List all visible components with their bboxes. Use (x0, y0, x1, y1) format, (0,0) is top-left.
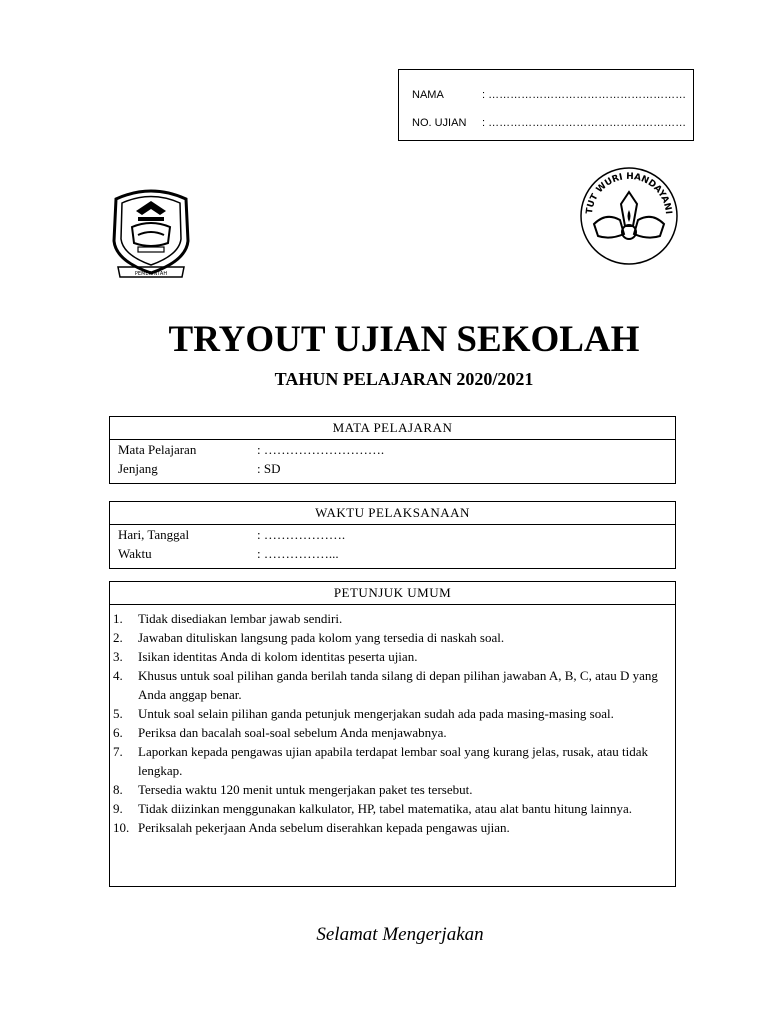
list-item-number: 7. (113, 744, 123, 759)
list-item-text: Untuk soal selain pilihan ganda petunjuk mengerjakan sudah ada pada masing-masing soal. (138, 706, 614, 721)
list-item-number: 2. (113, 630, 123, 645)
date-value: : ………………. (257, 527, 346, 542)
instructions-list (110, 605, 675, 837)
list-item-text: Tersedia waktu 120 menit untuk mengerjakan paket tes tersebut. (138, 782, 473, 797)
regional-emblem-logo (108, 181, 194, 281)
list-item (110, 628, 675, 647)
instructions-panel-header: PETUNJUK UMUM (110, 582, 675, 605)
name-label: NAMA (412, 89, 444, 101)
page-title: TRYOUT UJIAN SEKOLAH (168, 319, 640, 360)
subject-value: : ………………………. (257, 442, 385, 457)
list-item-text: Tidak diizinkan menggunakan kalkulator, HP, tabel matematika, atau alat bantu hitung lainnya. (138, 801, 632, 816)
date-label: Hari, Tanggal (118, 527, 190, 542)
time-value: : ……………... (257, 546, 339, 561)
list-item-text: Tidak disediakan lembar jawab sendiri. (138, 611, 343, 626)
tut-wuri-handayani-text: TUT WURI HANDAYANI (584, 171, 673, 215)
list-item-text: Khusus untuk soal pilihan ganda berilah tanda silang di depan pilihan jawaban A, B, C, atau D yang Anda anggap benar. (138, 668, 658, 702)
exam-number-label: NO. UJIAN (412, 117, 467, 129)
subject-panel-header: MATA PELAJARAN (110, 417, 675, 440)
list-item (110, 704, 675, 723)
academic-year: TAHUN PELAJARAN 2020/2021 (274, 369, 534, 389)
list-item (110, 818, 675, 837)
list-item (110, 723, 675, 742)
time-row (110, 544, 675, 563)
identity-box (398, 69, 694, 141)
list-item-number: 1. (113, 611, 123, 626)
list-item-text: Jawaban dituliskan langsung pada kolom yang tersedia di naskah soal. (138, 630, 505, 645)
regional-emblem-text: PEMERINTAH (134, 271, 168, 277)
list-item-number: 4. (113, 668, 123, 683)
instructions-panel (109, 581, 676, 887)
list-item-number: 8. (113, 782, 123, 797)
list-item (110, 799, 675, 818)
name-field: : ……………………………………………… (482, 89, 687, 101)
list-item (110, 609, 675, 628)
level-row (110, 459, 675, 478)
list-item-number: 9. (113, 801, 123, 816)
list-item-text: Laporkan kepada pengawas ujian apabila terdapat lembar soal yang kurang jelas, rusak, atau tidak lengkap. (138, 744, 649, 778)
schedule-panel (109, 501, 676, 569)
list-item-text: Periksa dan bacalah soal-soal sebelum Anda menjawabnya. (138, 725, 447, 740)
time-label: Waktu (118, 546, 152, 561)
list-item (110, 742, 675, 780)
list-item-text: Periksalah pekerjaan Anda sebelum diserahkan kepada pengawas ujian. (138, 820, 510, 835)
subject-label: Mata Pelajaran (118, 442, 197, 457)
list-item-number: 6. (113, 725, 123, 740)
exam-number-field: : ……………………………………………… (482, 117, 687, 129)
schedule-panel-header: WAKTU PELAKSANAAN (110, 502, 675, 525)
date-row (110, 525, 675, 544)
exam-number-row (412, 117, 686, 129)
level-value: : SD (257, 461, 281, 476)
level-label: Jenjang (118, 461, 158, 476)
list-item (110, 666, 675, 704)
list-item-number: 3. (113, 649, 123, 664)
list-item-number: 10. (113, 820, 130, 835)
closing-message: Selamat Mengerjakan (316, 924, 484, 945)
list-item-text: Isikan identitas Anda di kolom identitas peserta ujian. (138, 649, 418, 664)
list-item (110, 780, 675, 799)
subject-row (110, 440, 675, 459)
name-row (412, 89, 686, 101)
list-item (110, 647, 675, 666)
subject-panel (109, 416, 676, 484)
list-item-number: 5. (113, 706, 123, 721)
tut-wuri-handayani-logo (576, 166, 682, 266)
